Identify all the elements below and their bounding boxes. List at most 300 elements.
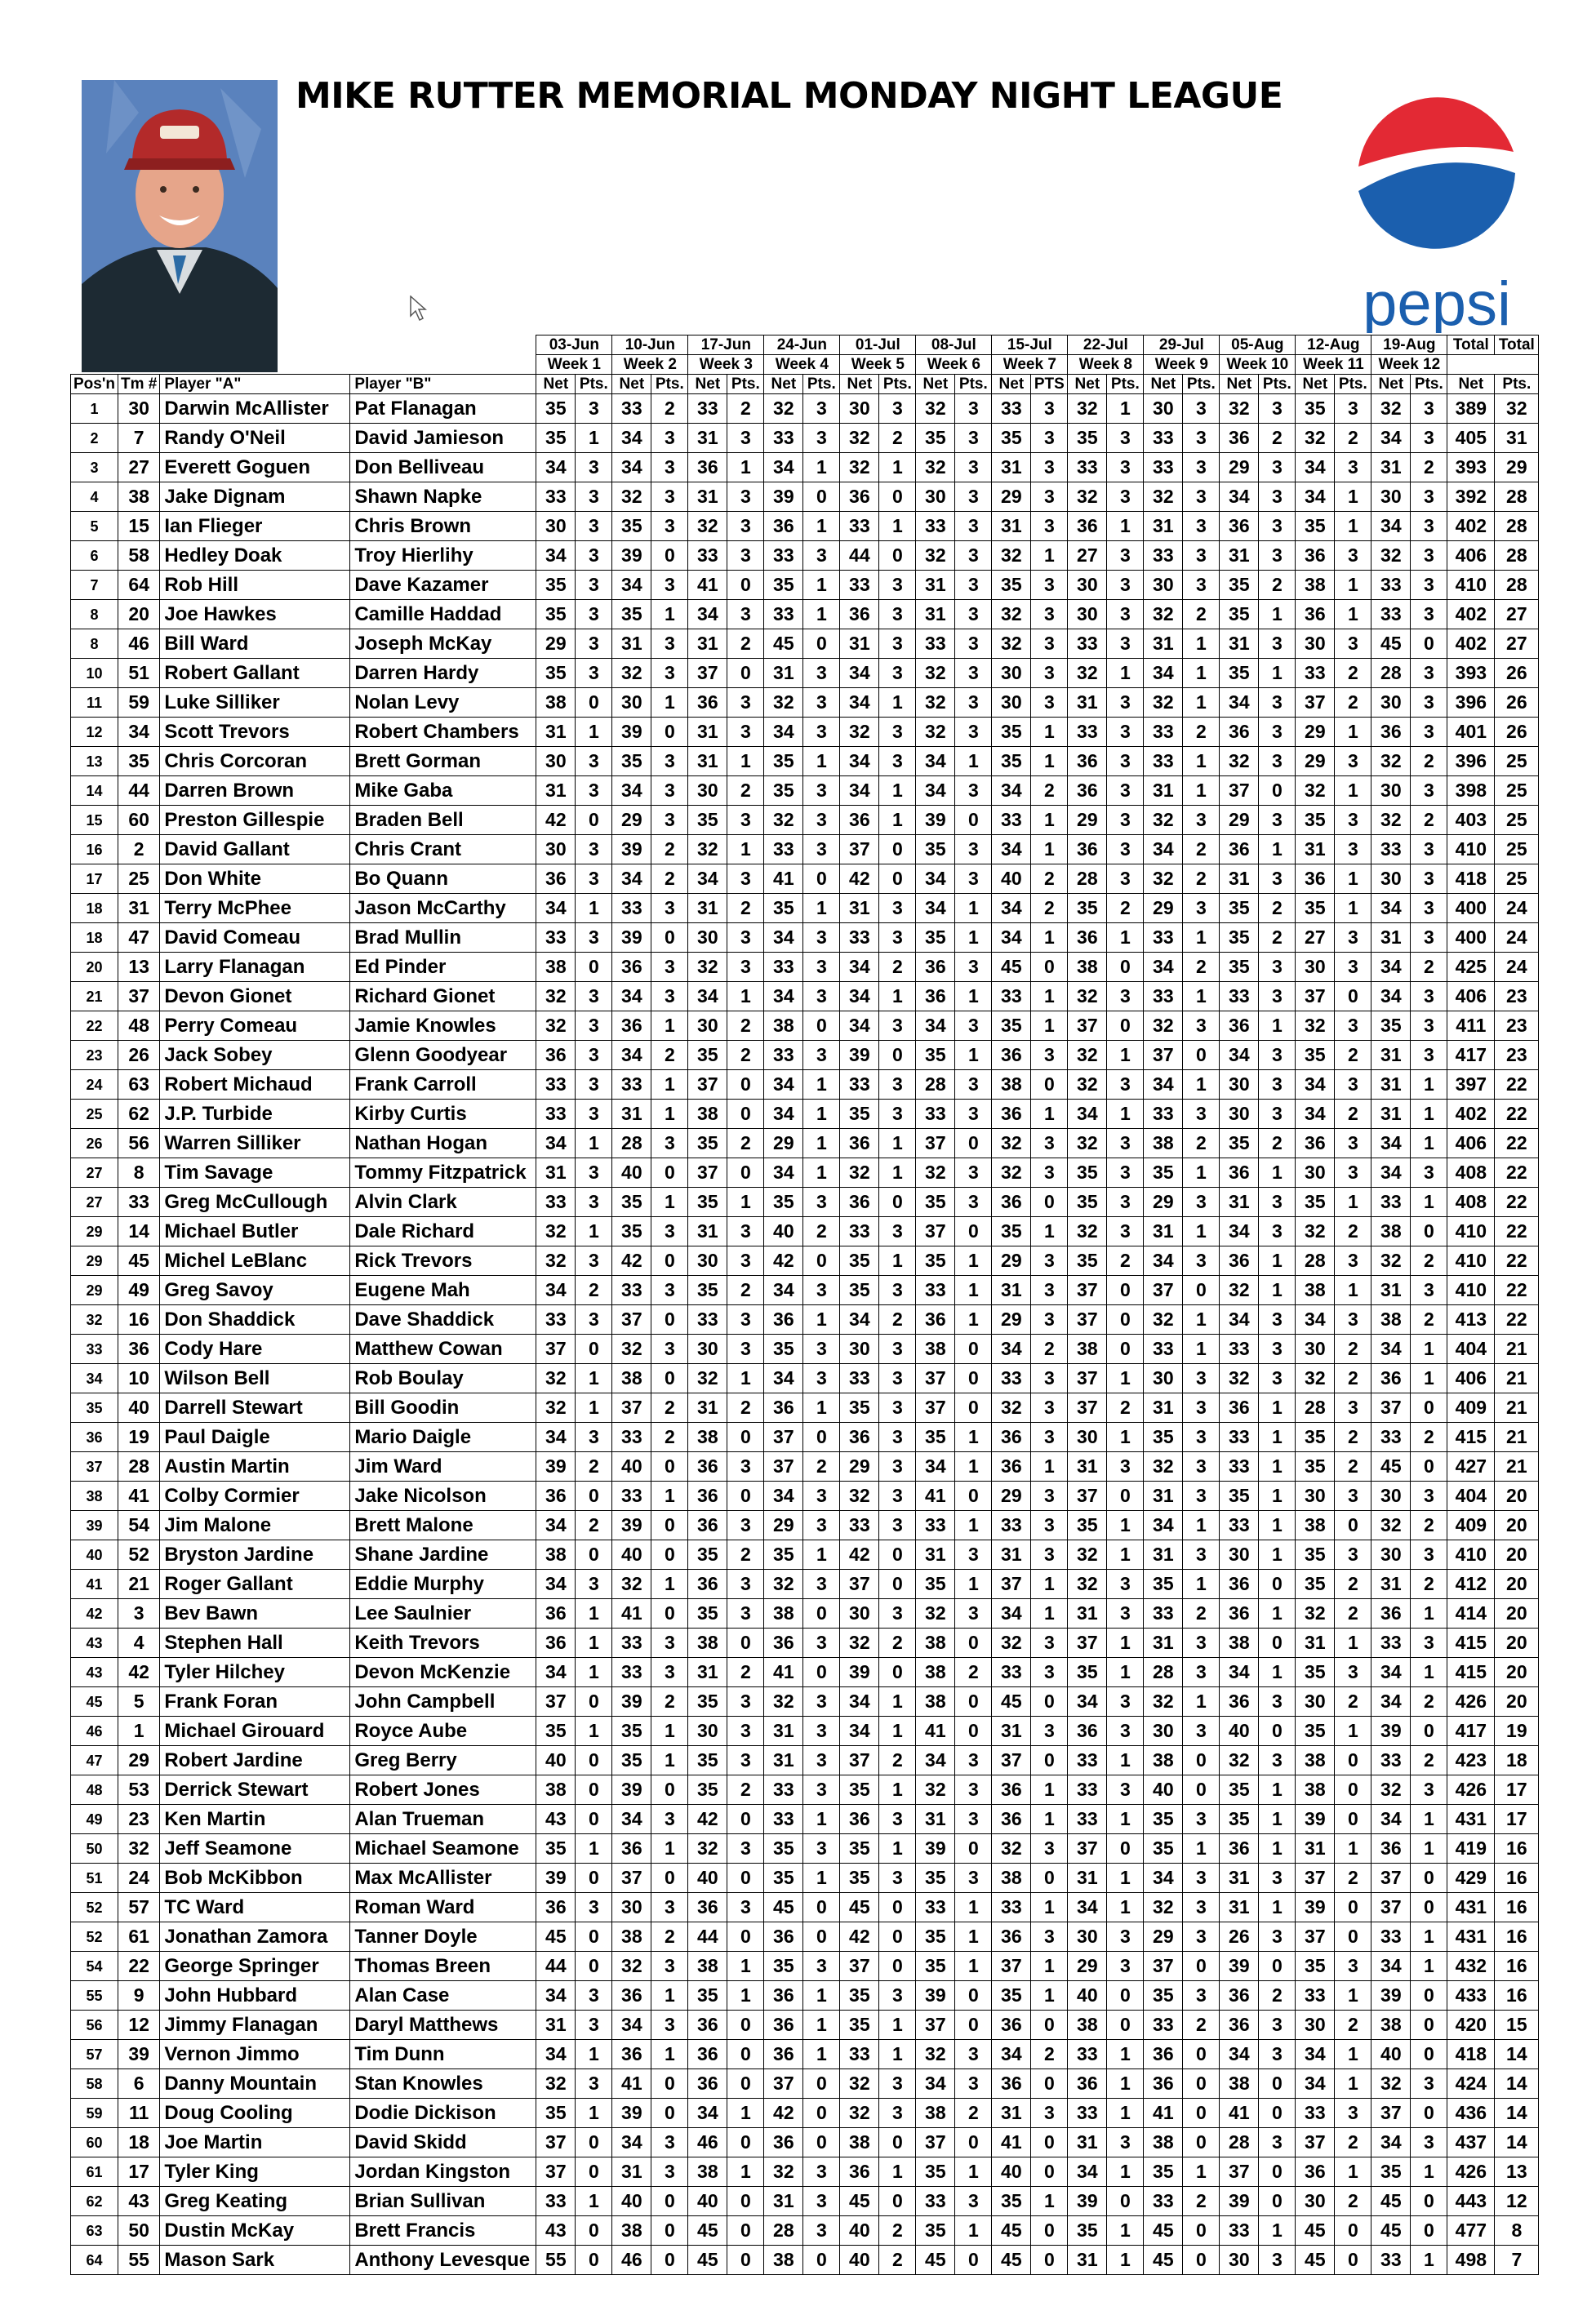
week-net-cell: 37 (916, 2011, 955, 2040)
week-pts-cell: 0 (651, 2099, 688, 2128)
table-row (71, 1246, 1539, 1276)
team-number-cell: 45 (118, 1246, 159, 1276)
week-pts-cell: 1 (803, 1129, 840, 1158)
week-pts-cell: 0 (955, 1364, 992, 1393)
week-net-cell: 38 (612, 1922, 651, 1952)
week-net-cell: 40 (688, 2187, 727, 2216)
week-pts-cell: 3 (803, 835, 840, 864)
team-number-cell: 61 (118, 1922, 159, 1952)
week-pts-cell: 2 (1183, 2011, 1220, 2040)
week-pts-cell: 1 (955, 894, 992, 923)
week-pts-cell: 0 (1031, 2246, 1068, 2275)
week-net-cell: 32 (1371, 394, 1411, 424)
week-net-cell: 33 (536, 1100, 576, 1129)
week-pts-cell: 3 (1259, 1217, 1296, 1246)
week-net-cell: 40 (1220, 1717, 1259, 1746)
week-pts-cell: 0 (727, 2216, 764, 2246)
week-pts-cell: 0 (1183, 1041, 1220, 1070)
week-net-cell: 36 (1220, 1599, 1259, 1629)
player-b-cell: Anthony Levesque (350, 2246, 536, 2275)
week-pts-cell: 1 (1259, 1511, 1296, 1540)
week-net-cell: 35 (612, 1188, 651, 1217)
week-net-cell: 30 (1296, 1482, 1335, 1511)
week-pts-cell: 3 (576, 864, 612, 894)
week-net-cell: 35 (536, 2099, 576, 2128)
week-net-cell: 36 (688, 453, 727, 482)
week-pts-cell: 0 (1107, 2011, 1144, 2040)
week-net-cell: 30 (992, 688, 1031, 718)
week-net-cell: 33 (1144, 1100, 1183, 1129)
table-row (71, 541, 1539, 571)
week-net-cell: 35 (1220, 1129, 1259, 1158)
week-pts-cell: 1 (955, 747, 992, 776)
player-b-cell: Alan Case (350, 1981, 536, 2011)
total-net-cell: 437 (1447, 2128, 1495, 2157)
week-net-cell: 33 (1371, 1746, 1411, 1775)
week-net-cell: 34 (1220, 482, 1259, 512)
week-pts-cell: 1 (1107, 1511, 1144, 1540)
week-pts-cell: 0 (1107, 1305, 1144, 1335)
week-net-cell: 32 (612, 482, 651, 512)
player-b-cell: David Jamieson (350, 424, 536, 453)
week-net-cell: 31 (536, 776, 576, 806)
player-a-cell: Luke Silliker (160, 688, 350, 718)
week-net-cell: 30 (536, 512, 576, 541)
total-net-cell: 429 (1447, 1864, 1495, 1893)
total-net-cell: 426 (1447, 2157, 1495, 2187)
weekly-column-header: Net (688, 375, 727, 394)
week-pts-cell: 1 (1031, 1775, 1068, 1805)
week-pts-cell: 3 (1259, 2128, 1296, 2157)
week-pts-cell: 2 (1107, 894, 1144, 923)
week-pts-cell: 3 (1259, 2246, 1296, 2275)
week-net-cell: 35 (1296, 1423, 1335, 1452)
week-pts-cell: 0 (1183, 2069, 1220, 2099)
week-pts-cell: 2 (727, 1129, 764, 1158)
week-net-cell: 41 (688, 571, 727, 600)
week-pts-cell: 3 (955, 1011, 992, 1041)
week-net-cell: 30 (1371, 688, 1411, 718)
week-pts-cell: 1 (1259, 1599, 1296, 1629)
week-net-cell: 33 (1296, 1981, 1335, 2011)
week-pts-cell: 2 (1259, 1129, 1296, 1158)
week-net-cell: 30 (992, 659, 1031, 688)
week-net-cell: 37 (916, 1129, 955, 1158)
week-pts-cell: 1 (1259, 1158, 1296, 1188)
week-pts-cell: 3 (803, 806, 840, 835)
week-net-cell: 31 (1371, 1100, 1411, 1129)
week-pts-cell: 0 (1259, 776, 1296, 806)
week-net-cell: 31 (1068, 1599, 1107, 1629)
total-net-cell: 417 (1447, 1041, 1495, 1070)
week-net-cell: 32 (1144, 1893, 1183, 1922)
week-net-cell: 33 (1068, 1775, 1107, 1805)
week-net-cell: 33 (840, 1217, 879, 1246)
player-a-cell: Ian Flieger (160, 512, 350, 541)
week-pts-cell: 3 (727, 718, 764, 747)
week-pts-cell: 3 (727, 1511, 764, 1540)
week-pts-cell: 3 (651, 806, 688, 835)
total-net-cell: 406 (1447, 541, 1495, 571)
weekly-column-header: Pts. (1335, 375, 1371, 394)
total-net-cell: 415 (1447, 1423, 1495, 1452)
week-net-cell: 34 (764, 923, 803, 953)
week-pts-cell: 0 (955, 2011, 992, 2040)
total-pts-cell: 22 (1495, 1217, 1539, 1246)
week-net-cell: 35 (1068, 2216, 1107, 2246)
week-pts-cell: 0 (1411, 1393, 1447, 1423)
week-pts-cell: 3 (803, 776, 840, 806)
week-net-cell: 33 (1371, 1922, 1411, 1952)
week-net-cell: 33 (764, 541, 803, 571)
week-net-cell: 35 (916, 1570, 955, 1599)
week-net-cell: 34 (1371, 1158, 1411, 1188)
week-net-cell: 36 (1068, 776, 1107, 806)
week-net-cell: 40 (764, 1217, 803, 1246)
week-net-cell: 35 (764, 1335, 803, 1364)
table-row (71, 2187, 1539, 2216)
week-pts-cell: 2 (1259, 424, 1296, 453)
week-pts-cell: 3 (1107, 1775, 1144, 1805)
player-b-cell: Richard Gionet (350, 982, 536, 1011)
week-pts-cell: 3 (955, 629, 992, 659)
week-pts-cell: 1 (1107, 1864, 1144, 1893)
week-pts-cell: 1 (1335, 718, 1371, 747)
team-number-cell: 30 (118, 394, 159, 424)
week-pts-cell: 1 (1259, 1805, 1296, 1834)
player-a-cell: TC Ward (160, 1893, 350, 1922)
week-pts-cell: 3 (651, 2128, 688, 2157)
player-a-cell: Don White (160, 864, 350, 894)
week-pts-cell: 1 (879, 688, 916, 718)
team-number-cell: 38 (118, 482, 159, 512)
week-pts-cell: 3 (651, 2011, 688, 2040)
week-net-cell: 34 (916, 776, 955, 806)
week-pts-cell: 0 (651, 1511, 688, 1540)
player-a-cell: Larry Flanagan (160, 953, 350, 982)
week-net-cell: 30 (1371, 482, 1411, 512)
week-net-cell: 31 (1144, 1540, 1183, 1570)
player-b-cell: Brett Francis (350, 2216, 536, 2246)
week-net-cell: 37 (764, 1452, 803, 1482)
week-net-cell: 32 (916, 688, 955, 718)
week-net-cell: 32 (612, 659, 651, 688)
week-pts-cell: 0 (651, 2246, 688, 2275)
week-net-cell: 39 (1220, 1952, 1259, 1981)
week-pts-cell: 3 (879, 747, 916, 776)
week-net-cell: 37 (1371, 1893, 1411, 1922)
week-pts-cell: 3 (576, 1981, 612, 2011)
week-pts-cell: 3 (1183, 1922, 1220, 1952)
total-net-cell: 397 (1447, 1070, 1495, 1100)
week-net-cell: 35 (1296, 1041, 1335, 1070)
week-net-cell: 35 (688, 1599, 727, 1629)
week-pts-cell: 3 (1107, 1922, 1144, 1952)
team-number-cell: 24 (118, 1864, 159, 1893)
week-pts-cell: 0 (1411, 1864, 1447, 1893)
weekly-column-header: Net (1371, 375, 1411, 394)
week-net-cell: 45 (764, 629, 803, 659)
week-pts-cell: 3 (1031, 1041, 1068, 1070)
week-pts-cell: 0 (576, 1952, 612, 1981)
week-pts-cell: 2 (1107, 1393, 1144, 1423)
week-pts-cell: 3 (727, 600, 764, 629)
total-net-cell: 410 (1447, 1540, 1495, 1570)
week-net-cell: 44 (840, 541, 879, 571)
week-pts-cell: 3 (727, 512, 764, 541)
week-net-cell: 32 (840, 2099, 879, 2128)
week-pts-cell: 1 (727, 2157, 764, 2187)
week-net-cell: 30 (1144, 394, 1183, 424)
table-row (71, 1629, 1539, 1658)
week-pts-cell: 1 (1107, 923, 1144, 953)
week-pts-cell: 2 (651, 394, 688, 424)
week-pts-cell: 0 (727, 1070, 764, 1100)
week-net-cell: 35 (764, 894, 803, 923)
week-pts-cell: 3 (1335, 835, 1371, 864)
week-net-cell: 32 (1296, 424, 1335, 453)
week-net-cell: 35 (612, 1217, 651, 1246)
week-net-cell: 32 (916, 718, 955, 747)
table-row (71, 1011, 1539, 1041)
position-cell: 54 (71, 1952, 118, 1981)
week-net-cell: 32 (916, 453, 955, 482)
total-pts-cell: 24 (1495, 953, 1539, 982)
week-pts-cell: 1 (1183, 629, 1220, 659)
position-cell: 2 (71, 424, 118, 453)
table-row (71, 1393, 1539, 1423)
week-pts-cell: 1 (879, 2011, 916, 2040)
week-pts-cell: 3 (651, 1629, 688, 1658)
position-cell: 16 (71, 835, 118, 864)
week-pts-cell: 0 (1107, 1482, 1144, 1511)
week-net-cell: 35 (1220, 1482, 1259, 1511)
week-net-cell: 34 (1296, 2040, 1335, 2069)
team-number-cell: 7 (118, 424, 159, 453)
week-pts-cell: 0 (1107, 2187, 1144, 2216)
week-net-cell: 28 (1144, 1658, 1183, 1687)
week-net-cell: 30 (612, 688, 651, 718)
week-net-cell: 36 (840, 1423, 879, 1452)
player-a-cell: Tyler King (160, 2157, 350, 2187)
player-a-cell: Paul Daigle (160, 1423, 350, 1452)
week-pts-cell: 3 (1183, 1981, 1220, 2011)
team-number-cell: 13 (118, 953, 159, 982)
team-number-cell: 32 (118, 1834, 159, 1864)
table-row (71, 1511, 1539, 1540)
week-net-cell: 39 (916, 806, 955, 835)
week-net-cell: 30 (536, 747, 576, 776)
week-net-cell: 34 (1371, 1658, 1411, 1687)
week-net-cell: 39 (1068, 2187, 1107, 2216)
player-a-cell: Tyler Hilchey (160, 1658, 350, 1687)
week-net-cell: 37 (840, 835, 879, 864)
team-number-cell: 60 (118, 806, 159, 835)
week-net-cell: 36 (992, 1100, 1031, 1129)
week-pts-cell: 1 (1183, 2157, 1220, 2187)
total-pts-cell: 21 (1495, 1393, 1539, 1423)
week-pts-cell: 3 (651, 776, 688, 806)
week-net-cell: 36 (612, 953, 651, 982)
week-pts-cell: 0 (955, 2246, 992, 2275)
week-pts-cell: 3 (1335, 541, 1371, 571)
week-net-cell: 36 (688, 2011, 727, 2040)
week-pts-cell: 0 (1031, 2216, 1068, 2246)
week-pts-cell: 2 (1335, 1041, 1371, 1070)
week-pts-cell: 3 (1107, 571, 1144, 600)
player-a-cell: Cody Hare (160, 1335, 350, 1364)
week-pts-cell: 3 (576, 394, 612, 424)
week-pts-cell: 1 (879, 1687, 916, 1717)
week-pts-cell: 3 (651, 1893, 688, 1922)
week-pts-cell: 3 (1031, 1393, 1068, 1423)
week-pts-cell: 1 (1411, 2157, 1447, 2187)
week-net-cell: 38 (1068, 2011, 1107, 2040)
week-pts-cell: 3 (651, 953, 688, 982)
week-pts-cell: 1 (1259, 1834, 1296, 1864)
week-pts-cell: 0 (651, 541, 688, 571)
total-pts-cell: 28 (1495, 512, 1539, 541)
week-pts-cell: 1 (955, 982, 992, 1011)
week-net-cell: 30 (1220, 1100, 1259, 1129)
week-net-cell: 31 (1144, 512, 1183, 541)
week-pts-cell: 1 (1183, 982, 1220, 1011)
week-net-cell: 31 (992, 2099, 1031, 2128)
week-pts-cell: 1 (1031, 747, 1068, 776)
date-header: 19-Aug (1371, 335, 1447, 355)
week-pts-cell: 2 (727, 629, 764, 659)
week-pts-cell: 1 (1107, 2246, 1144, 2275)
team-number-cell: 11 (118, 2099, 159, 2128)
week-net-cell: 36 (1220, 718, 1259, 747)
week-net-cell: 34 (840, 982, 879, 1011)
week-pts-cell: 3 (879, 571, 916, 600)
week-net-cell: 37 (916, 2128, 955, 2157)
table-row (71, 1952, 1539, 1981)
week-pts-cell: 1 (955, 2216, 992, 2246)
week-net-cell: 32 (1296, 1599, 1335, 1629)
position-cell: 25 (71, 1100, 118, 1129)
position-cell: 45 (71, 1687, 118, 1717)
player-b-cell: Brad Mullin (350, 923, 536, 953)
week-header: Week 1 (536, 355, 612, 375)
week-net-cell: 30 (1371, 1482, 1411, 1511)
week-pts-cell: 3 (879, 659, 916, 688)
week-pts-cell: 0 (1259, 1629, 1296, 1658)
player-a-cell: Jimmy Flanagan (160, 2011, 350, 2040)
week-net-cell: 29 (992, 1305, 1031, 1335)
week-net-cell: 33 (1371, 1629, 1411, 1658)
week-pts-cell: 3 (576, 1011, 612, 1041)
week-net-cell: 38 (688, 1952, 727, 1981)
week-net-cell: 45 (688, 2246, 727, 2275)
week-net-cell: 45 (840, 1893, 879, 1922)
week-pts-cell: 1 (1411, 1834, 1447, 1864)
week-pts-cell: 3 (651, 482, 688, 512)
total-pts-cell: 23 (1495, 1011, 1539, 1041)
week-net-cell: 30 (1296, 1687, 1335, 1717)
position-cell: 62 (71, 2187, 118, 2216)
week-pts-cell: 3 (955, 864, 992, 894)
week-pts-cell: 3 (803, 1482, 840, 1511)
week-pts-cell: 0 (651, 1364, 688, 1393)
table-row (71, 1482, 1539, 1511)
week-pts-cell: 3 (1411, 776, 1447, 806)
week-net-cell: 36 (764, 2040, 803, 2069)
week-pts-cell: 1 (803, 512, 840, 541)
week-net-cell: 34 (840, 1717, 879, 1746)
week-header: Week 10 (1220, 355, 1296, 375)
team-number-cell: 49 (118, 1276, 159, 1305)
week-pts-cell: 1 (1107, 1540, 1144, 1570)
week-pts-cell: 1 (1107, 659, 1144, 688)
week-net-cell: 32 (536, 1393, 576, 1423)
week-pts-cell: 0 (1411, 1452, 1447, 1482)
week-pts-cell: 1 (803, 1393, 840, 1423)
week-pts-cell: 3 (879, 1070, 916, 1100)
week-net-cell: 31 (1296, 835, 1335, 864)
team-number-cell: 12 (118, 2011, 159, 2040)
week-net-cell: 30 (1144, 1717, 1183, 1746)
week-net-cell: 33 (1144, 2187, 1183, 2216)
week-pts-cell: 3 (576, 923, 612, 953)
player-a-cell: Stephen Hall (160, 1629, 350, 1658)
week-pts-cell: 3 (651, 512, 688, 541)
week-pts-cell: 3 (1335, 1482, 1371, 1511)
week-pts-cell: 0 (576, 1805, 612, 1834)
team-number-cell: 28 (118, 1452, 159, 1482)
week-pts-cell: 1 (1031, 1217, 1068, 1246)
week-pts-cell: 2 (1411, 1746, 1447, 1775)
player-b-cell: Chris Crant (350, 835, 536, 864)
week-net-cell: 39 (536, 1864, 576, 1893)
week-net-cell: 32 (1296, 1364, 1335, 1393)
player-a-cell: Randy O'Neil (160, 424, 350, 453)
week-pts-cell: 2 (1411, 1687, 1447, 1717)
position-cell: 8 (71, 600, 118, 629)
week-net-cell: 34 (992, 894, 1031, 923)
week-pts-cell: 0 (879, 1952, 916, 1981)
week-pts-cell: 3 (803, 923, 840, 953)
team-number-cell: 58 (118, 541, 159, 571)
week-header: Week 4 (764, 355, 840, 375)
week-net-cell: 33 (1371, 2246, 1411, 2275)
week-pts-cell: 2 (1031, 1335, 1068, 1364)
week-pts-cell: 0 (651, 1305, 688, 1335)
week-net-cell: 34 (1220, 1041, 1259, 1070)
week-net-cell: 29 (1068, 806, 1107, 835)
week-pts-cell: 3 (651, 1335, 688, 1364)
week-pts-cell: 0 (576, 2216, 612, 2246)
week-pts-cell: 3 (1107, 1188, 1144, 1217)
week-net-cell: 34 (1296, 1070, 1335, 1100)
week-pts-cell: 0 (879, 1893, 916, 1922)
week-net-cell: 37 (1068, 1011, 1107, 1041)
player-b-cell: Jim Ward (350, 1452, 536, 1482)
week-net-cell: 32 (688, 1834, 727, 1864)
week-net-cell: 30 (1068, 600, 1107, 629)
week-net-cell: 39 (916, 1834, 955, 1864)
week-net-cell: 33 (536, 923, 576, 953)
week-pts-cell: 0 (576, 2246, 612, 2275)
week-pts-cell: 3 (651, 1952, 688, 1981)
week-net-cell: 37 (536, 1687, 576, 1717)
week-net-cell: 33 (1144, 923, 1183, 953)
week-pts-cell: 3 (1259, 512, 1296, 541)
week-net-cell: 32 (612, 1570, 651, 1599)
total-pts-cell: 19 (1495, 1717, 1539, 1746)
week-pts-cell: 3 (727, 541, 764, 571)
